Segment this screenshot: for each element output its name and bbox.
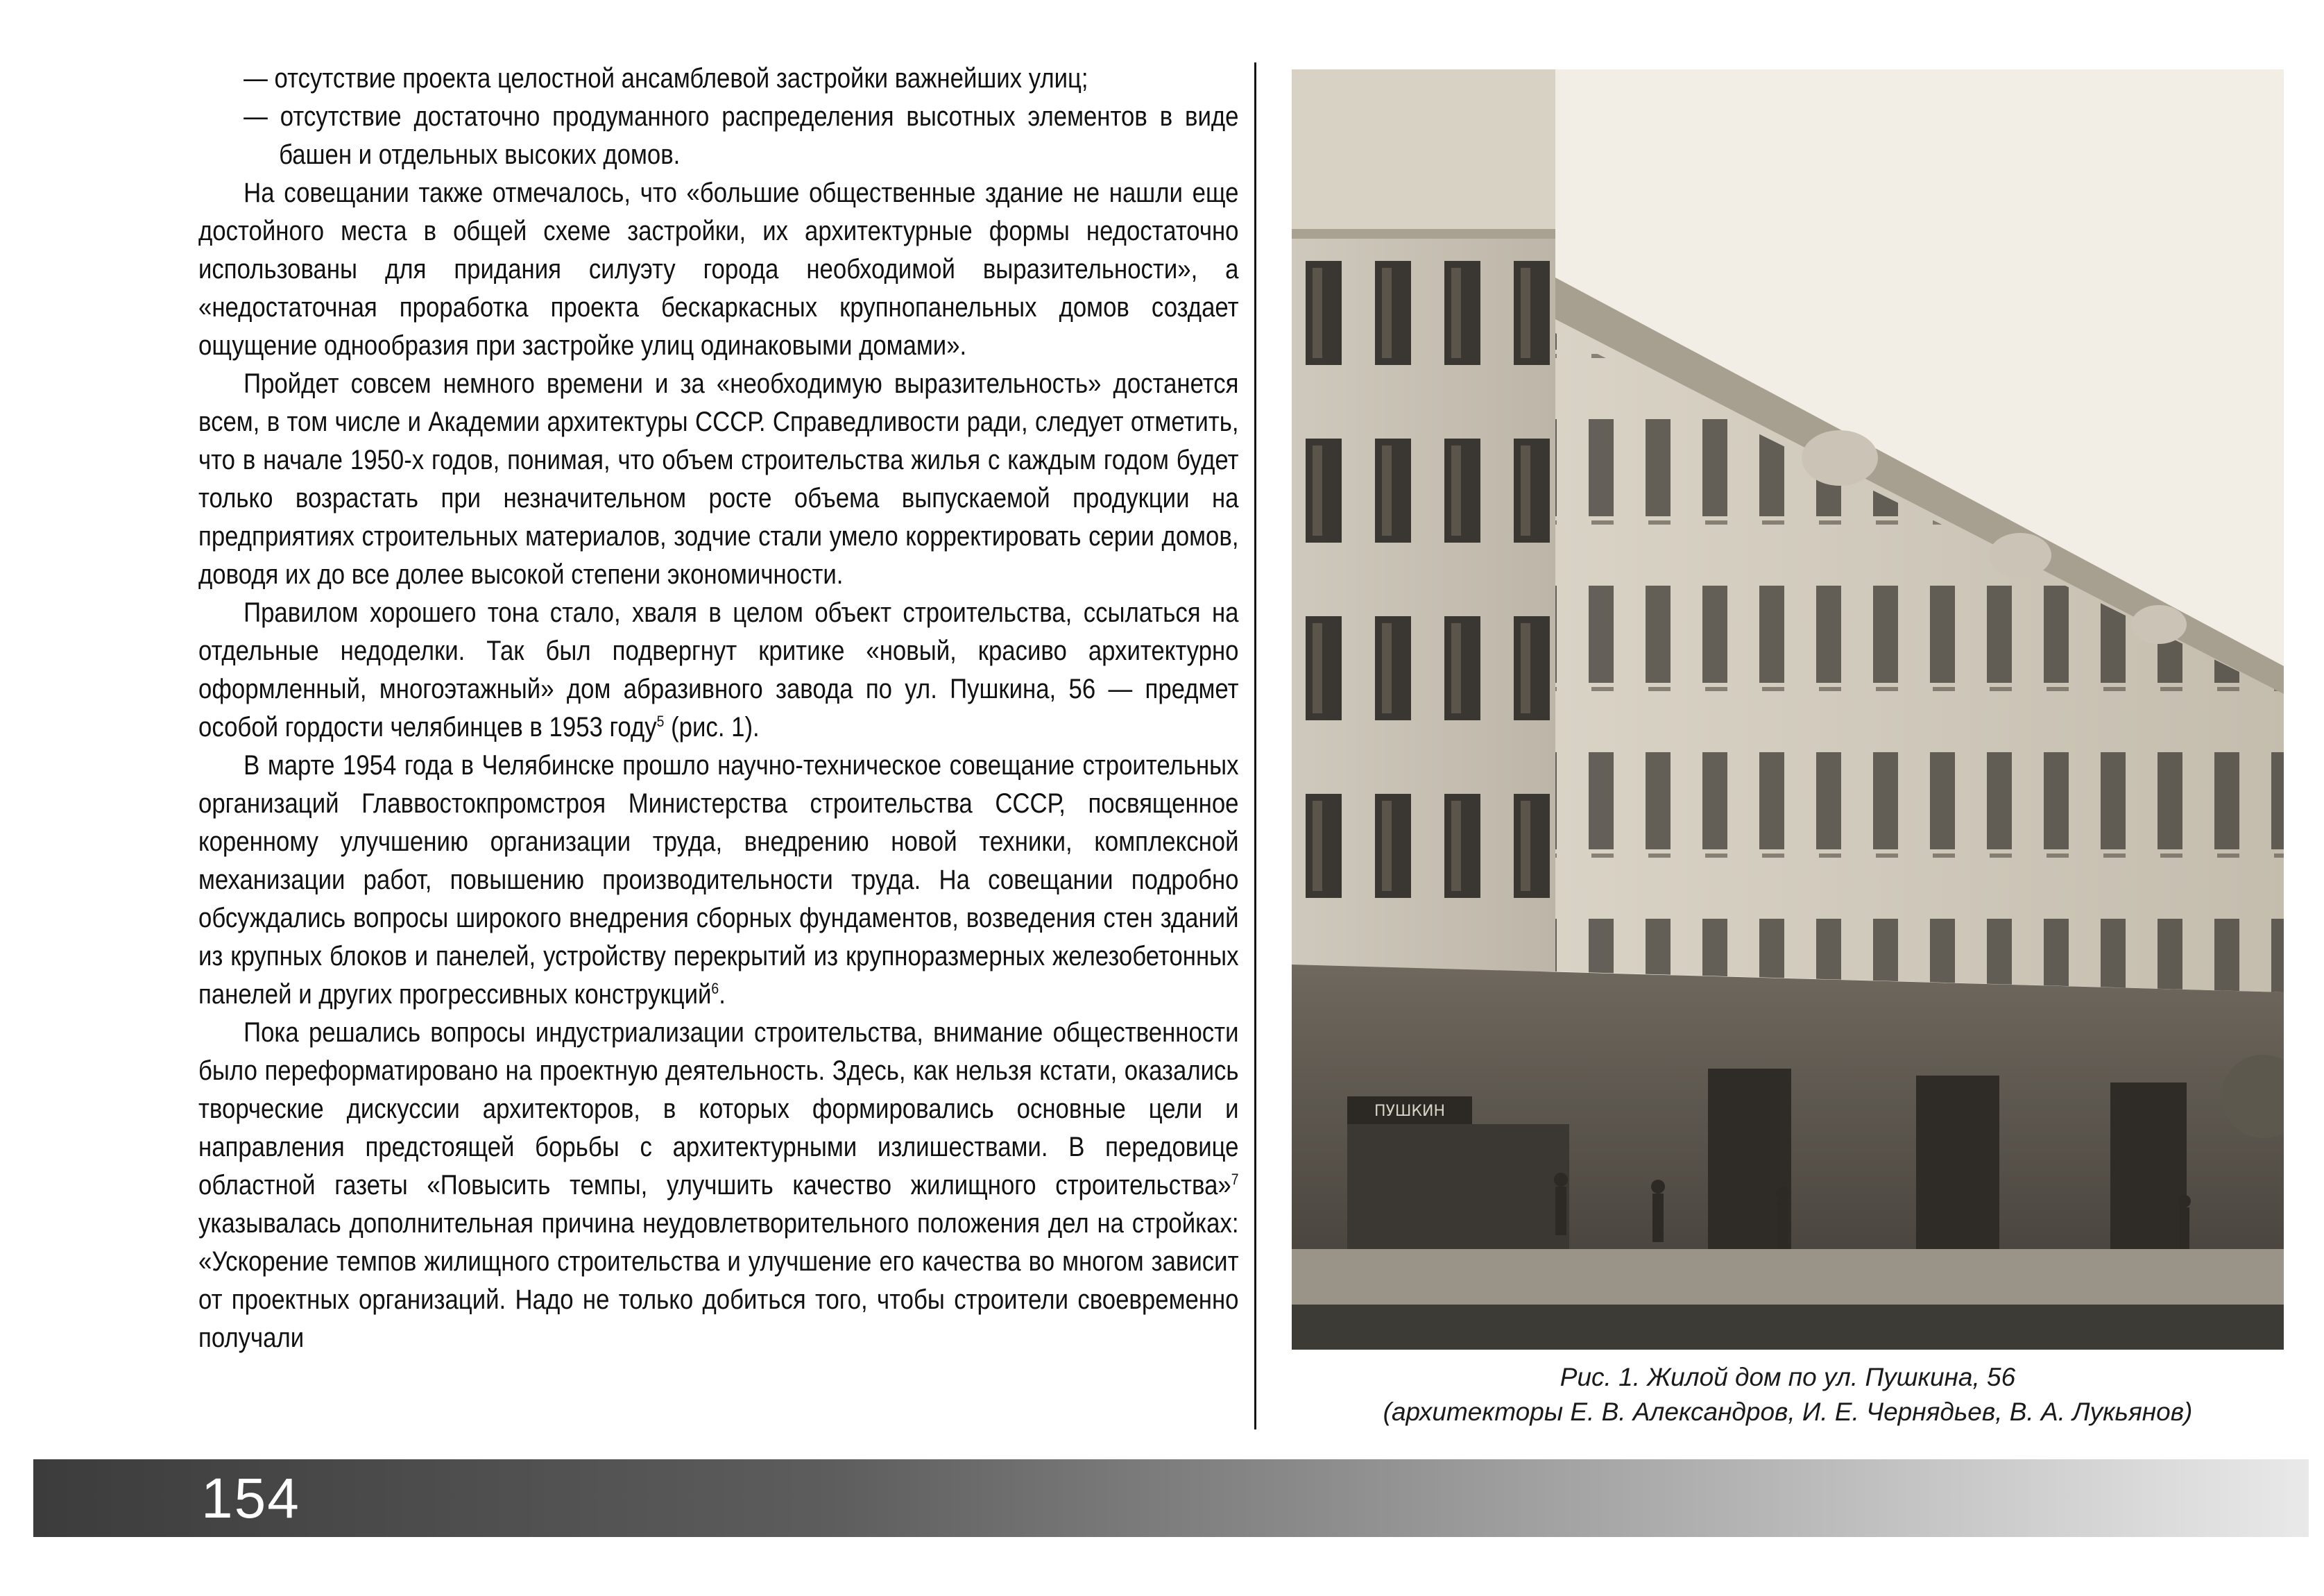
paragraph-4 bbox=[198, 747, 1239, 1014]
footnote-ref-6[interactable]: 6 bbox=[711, 980, 719, 997]
footer-bar bbox=[33, 1459, 2309, 1537]
paragraph-5-text: Пока решались вопросы индустриализации строительства, внимание общественности было переформатировано на проектную деятельность. Здесь, как нельзя кстати, оказались творческие дискуссии архитекторов, в которых формировались основные цели и направления предстоящей борьбы с архитектурными излишествами. В передовице областной газеты «Повысить темпы, улучшить качество жилищного строительства» bbox=[198, 1017, 1239, 1200]
caption-line-2: (архитекторы Е. В. Александров, И. Е. Чернядьев, В. А. Лукьянов) bbox=[1383, 1398, 2193, 1426]
paragraph-5-tail: указывалась дополнительная причина неудовлетворительного положения дел на стройках: «Ускорение темпов жилищного строительства и улучшение его качества во многом зависит от проектных организаций. Надо не только добиться того, чтобы строители своевременно получали bbox=[198, 1208, 1239, 1353]
building-illustration bbox=[1292, 69, 2284, 1350]
page-number: 154 bbox=[201, 1467, 300, 1530]
paragraph-5 bbox=[198, 1014, 1239, 1357]
paragraph-3-text: Правилом хорошего тона стало, хваля в целом объект строительства, ссылаться на отдельные недоделки. Так был подвергнут критике «новый, красиво архитектурно оформленный, многоэтажный» дом абразивного завода по ул. Пушкина, 56 — предмет особой гордости челябинцев в 1953 году bbox=[198, 597, 1239, 742]
main-text-column bbox=[198, 60, 1239, 1357]
shop-sign: ПУШКИН bbox=[1374, 1103, 1446, 1120]
paragraph-3-tail: (рис. 1). bbox=[664, 712, 760, 742]
caption-line-1: Рис. 1. Жилой дом по ул. Пушкина, 56 bbox=[1560, 1363, 2016, 1391]
bullet-item-1: — отсутствие проекта целостной ансамблевой застройки важнейших улиц; bbox=[243, 63, 1088, 94]
column-divider bbox=[1254, 62, 1256, 1429]
paragraph-2: Пройдет совсем немного времени и за «необходимую выразительность» достанется всем, в том числе и Академии архитектуры СССР. Справедливости ради, следует отметить, что в начале 1950-х годов, понимая, что объем строительства жилья с каждым годом будет только возрастать при незначительном росте объема выпускаемой продукции на предприятиях строительных материалов, зодчие стали умело корректировать серии домов, доводя их до все долее высокой степени экономичности. bbox=[198, 368, 1239, 590]
footnote-ref-7[interactable]: 7 bbox=[1231, 1171, 1239, 1188]
footnote-ref-5[interactable]: 5 bbox=[656, 713, 665, 730]
bullet-item-2: — отсутствие достаточно продуманного распределения высотных элементов в виде башен и отдельных высоких домов. bbox=[243, 101, 1239, 170]
paragraph-4-text: В марте 1954 года в Челябинске прошло научно-техническое совещание строительных организаций Главвостокпромстроя Министерства строительства СССР, посвященное коренному улучшению организации труда, внедрению новой техники, комплексной механизации работ, повышению производительности труда. На совещании подробно обсуждались вопросы широкого внедрения сборных фундаментов, возведения стен зданий из крупных блоков и панелей, устройству перекрытий из крупноразмерных железобетонных панелей и других прогрессивных конструкций bbox=[198, 750, 1239, 1010]
paragraph-4-tail: . bbox=[719, 979, 726, 1010]
figure-caption bbox=[1292, 1360, 2284, 1429]
paragraph-3 bbox=[198, 594, 1239, 747]
paragraph-1: На совещании также отмечалось, что «большие общественные здание не нашли еще достойного места в общей схеме застройки, их архитектурные формы недостаточно использованы для придания силуэту города необходимой выразительности», а «недостаточная проработка проекта бескаркасных крупнопанельных домов создает ощущение однообразия при застройке улиц одинаковыми домами». bbox=[198, 178, 1239, 361]
building-photo bbox=[1292, 69, 2284, 1350]
